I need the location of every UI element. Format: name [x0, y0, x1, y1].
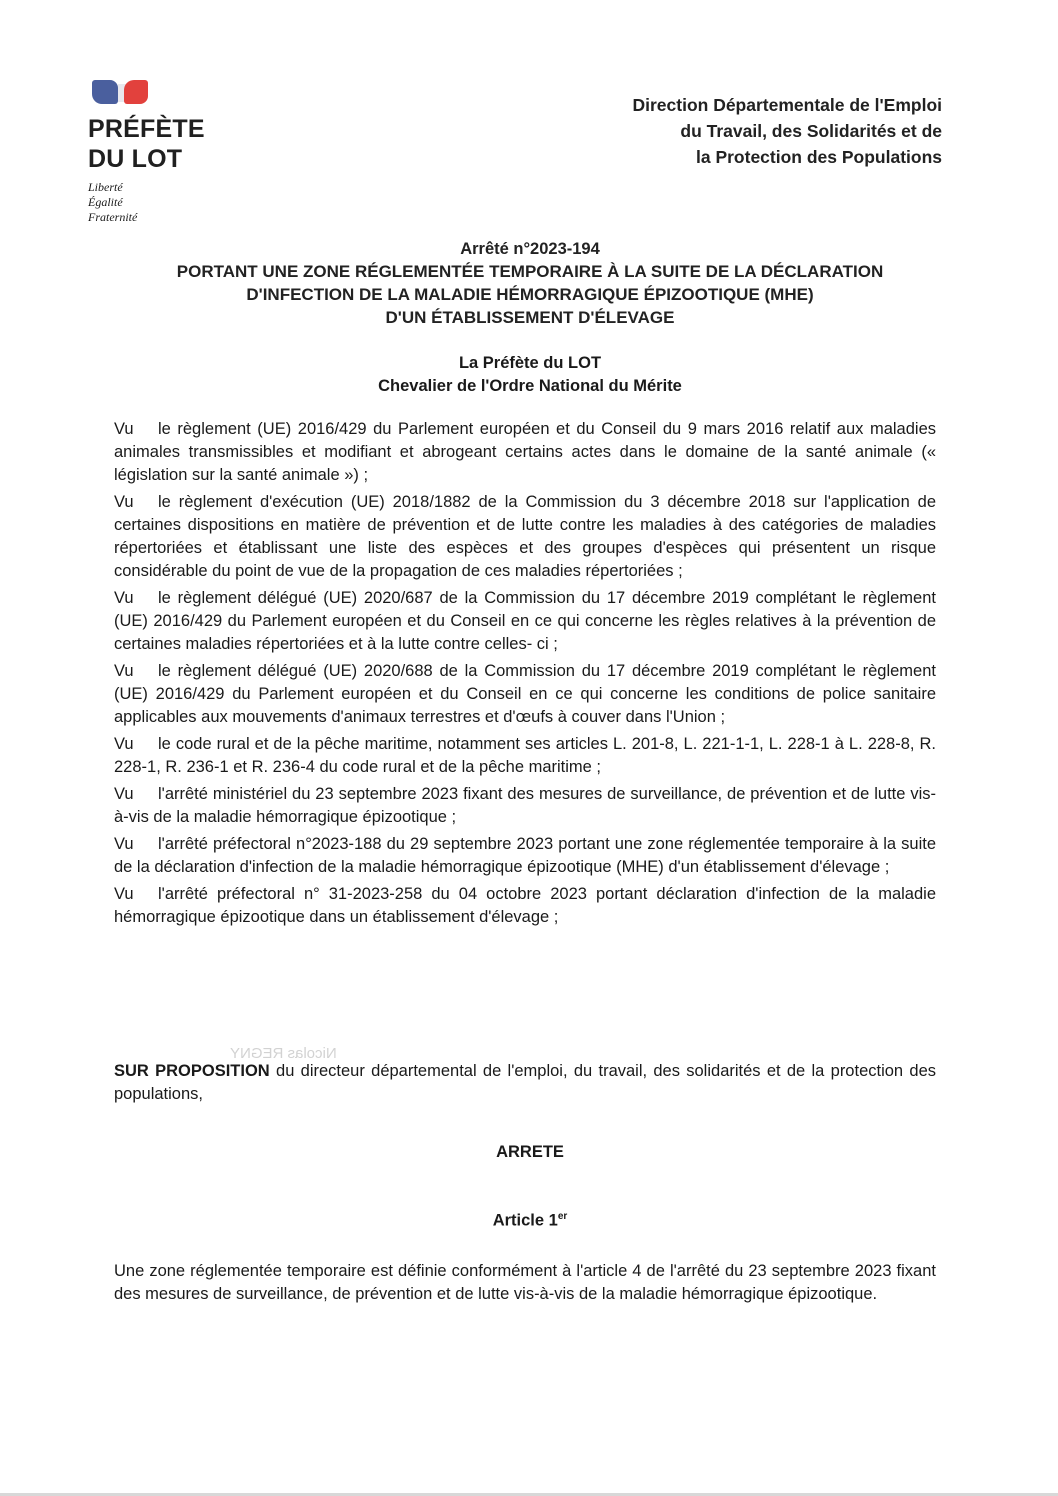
- visa-item: [114, 491, 936, 583]
- service-line: Direction Départementale de l'Emploi: [632, 95, 942, 115]
- republic-motto: [88, 180, 218, 225]
- visa-prefix: Vu: [114, 662, 134, 680]
- proposal-paragraph: [114, 1060, 936, 1106]
- visa-text: le règlement délégué (UE) 2020/687 de la Commission du 17 décembre 2019 complétant le règlement (UE) 2016/429 du Parlement européen et du Conseil en ce qui concerne les règles relatives à la prévention de certaines maladies répertoriées et à la lutte contre celles- ci ;: [114, 589, 936, 653]
- motto-fraternite: Fraternité: [88, 210, 138, 224]
- visa-prefix: Vu: [114, 420, 134, 438]
- decree-title: [100, 238, 960, 329]
- decree-title-line: D'UN ÉTABLISSEMENT D'ÉLEVAGE: [385, 308, 675, 327]
- visa-prefix: Vu: [114, 785, 134, 803]
- visa-text: le règlement délégué (UE) 2020/688 de la Commission du 17 décembre 2019 complétant le règlement (UE) 2016/429 du Parlement européen et du Conseil en ce qui concerne les conditions de police sanitaire applicables aux mouvements d'animaux terrestres et d'œufs à couver dans l'Union ;: [114, 662, 936, 726]
- service-line: la Protection des Populations: [695, 147, 942, 167]
- bleed-through-text: Nicolas REGNY: [230, 1045, 337, 1062]
- issuing-service: [632, 92, 942, 170]
- proposal-text: du directeur départemental de l'emploi, du travail, des solidarités et de la protection des populations,: [114, 1062, 936, 1103]
- visa-text: l'arrêté préfectoral n°2023-188 du 29 septembre 2023 portant une zone réglementée temporaire à la suite de la déclaration d'infection de la maladie hémorragique épizootique (MHE) d'un établissement d'élevage ;: [114, 835, 936, 876]
- proposal-lead: SUR PROPOSITION: [114, 1062, 270, 1080]
- visa-item: [114, 660, 936, 729]
- visa-prefix: Vu: [114, 885, 134, 903]
- arrete-heading: ARRETE: [496, 1143, 564, 1161]
- visa-prefix: Vu: [114, 493, 134, 511]
- marianne-flag-icon: [88, 80, 154, 106]
- article-heading-text: Article 1: [492, 1211, 558, 1230]
- article-body: Une zone réglementée temporaire est définie conformément à l'article 4 de l'arrêté du 23 septembre 2023 fixant des mesures de surveillance, de prévention et de lutte vis-à-vis de la maladie hémorragique épizootique.: [114, 1262, 936, 1303]
- visa-prefix: Vu: [114, 835, 134, 853]
- visa-text: l'arrêté préfectoral n° 31-2023-258 du 04 octobre 2023 portant déclaration d'infection de la maladie hémorragique épizootique dans un établissement d'élevage ;: [114, 885, 936, 926]
- motto-liberte: Liberté: [88, 180, 123, 194]
- visa-text: le code rural et de la pêche maritime, notamment ses articles L. 201-8, L. 221-1-1, L. 228-1 à L. 228-8, R. 228-1, R. 236-1 et R. 236-4 du code rural et de la pêche maritime ;: [114, 735, 936, 776]
- visas-list: [114, 418, 936, 933]
- decree-title-line: PORTANT UNE ZONE RÉGLEMENTÉE TEMPORAIRE À LA SUITE DE LA DÉCLARATION: [176, 262, 884, 281]
- visa-item: [114, 733, 936, 779]
- visa-item: [114, 783, 936, 829]
- logo-title: [88, 114, 218, 174]
- authority-title: Chevalier de l'Ordre National du Mérite: [378, 377, 682, 395]
- visa-item: [114, 883, 936, 929]
- visa-text: le règlement (UE) 2016/429 du Parlement européen et du Conseil du 9 mars 2016 relatif aux maladies animales transmissibles et modifiant et abrogeant certains actes dans le domaine de la santé animale (« législation sur la santé animale ») ;: [114, 420, 936, 484]
- visa-item: [114, 587, 936, 656]
- visa-prefix: Vu: [114, 735, 134, 753]
- visa-text: l'arrêté ministériel du 23 septembre 2023 fixant des mesures de surveillance, de prévention et de lutte vis-à-vis de la maladie hémorragique épizootique ;: [114, 785, 936, 826]
- motto-egalite: Égalité: [88, 195, 123, 209]
- visa-text: le règlement d'exécution (UE) 2018/1882 de la Commission du 3 décembre 2018 sur l'application de certaines dispositions en matière de prévention et de lutte contre les maladies à des catégories de maladies répertoriées et établissant une liste des espèces et des groupes d'espèces qui présentent un risque considérable du point de vue de la propagation de ces maladies répertoriées ;: [114, 493, 936, 580]
- logo-title-line1: PRÉFÈTE: [88, 115, 205, 143]
- article-heading: [100, 1211, 960, 1231]
- authority: [100, 352, 960, 398]
- article-heading-sup: er: [557, 1211, 568, 1222]
- prefecture-logo: [88, 80, 218, 225]
- visa-item: [114, 833, 936, 879]
- service-line: du Travail, des Solidarités et de: [680, 121, 942, 141]
- visa-prefix: Vu: [114, 589, 134, 607]
- logo-title-line2: DU LOT: [88, 145, 183, 173]
- decree-title-line: D'INFECTION DE LA MALADIE HÉMORRAGIQUE ÉPIZOOTIQUE (MHE): [246, 285, 814, 304]
- authority-name: La Préfète du LOT: [458, 354, 602, 372]
- visa-item: [114, 418, 936, 487]
- decree-number: Arrêté n°2023-194: [460, 240, 600, 258]
